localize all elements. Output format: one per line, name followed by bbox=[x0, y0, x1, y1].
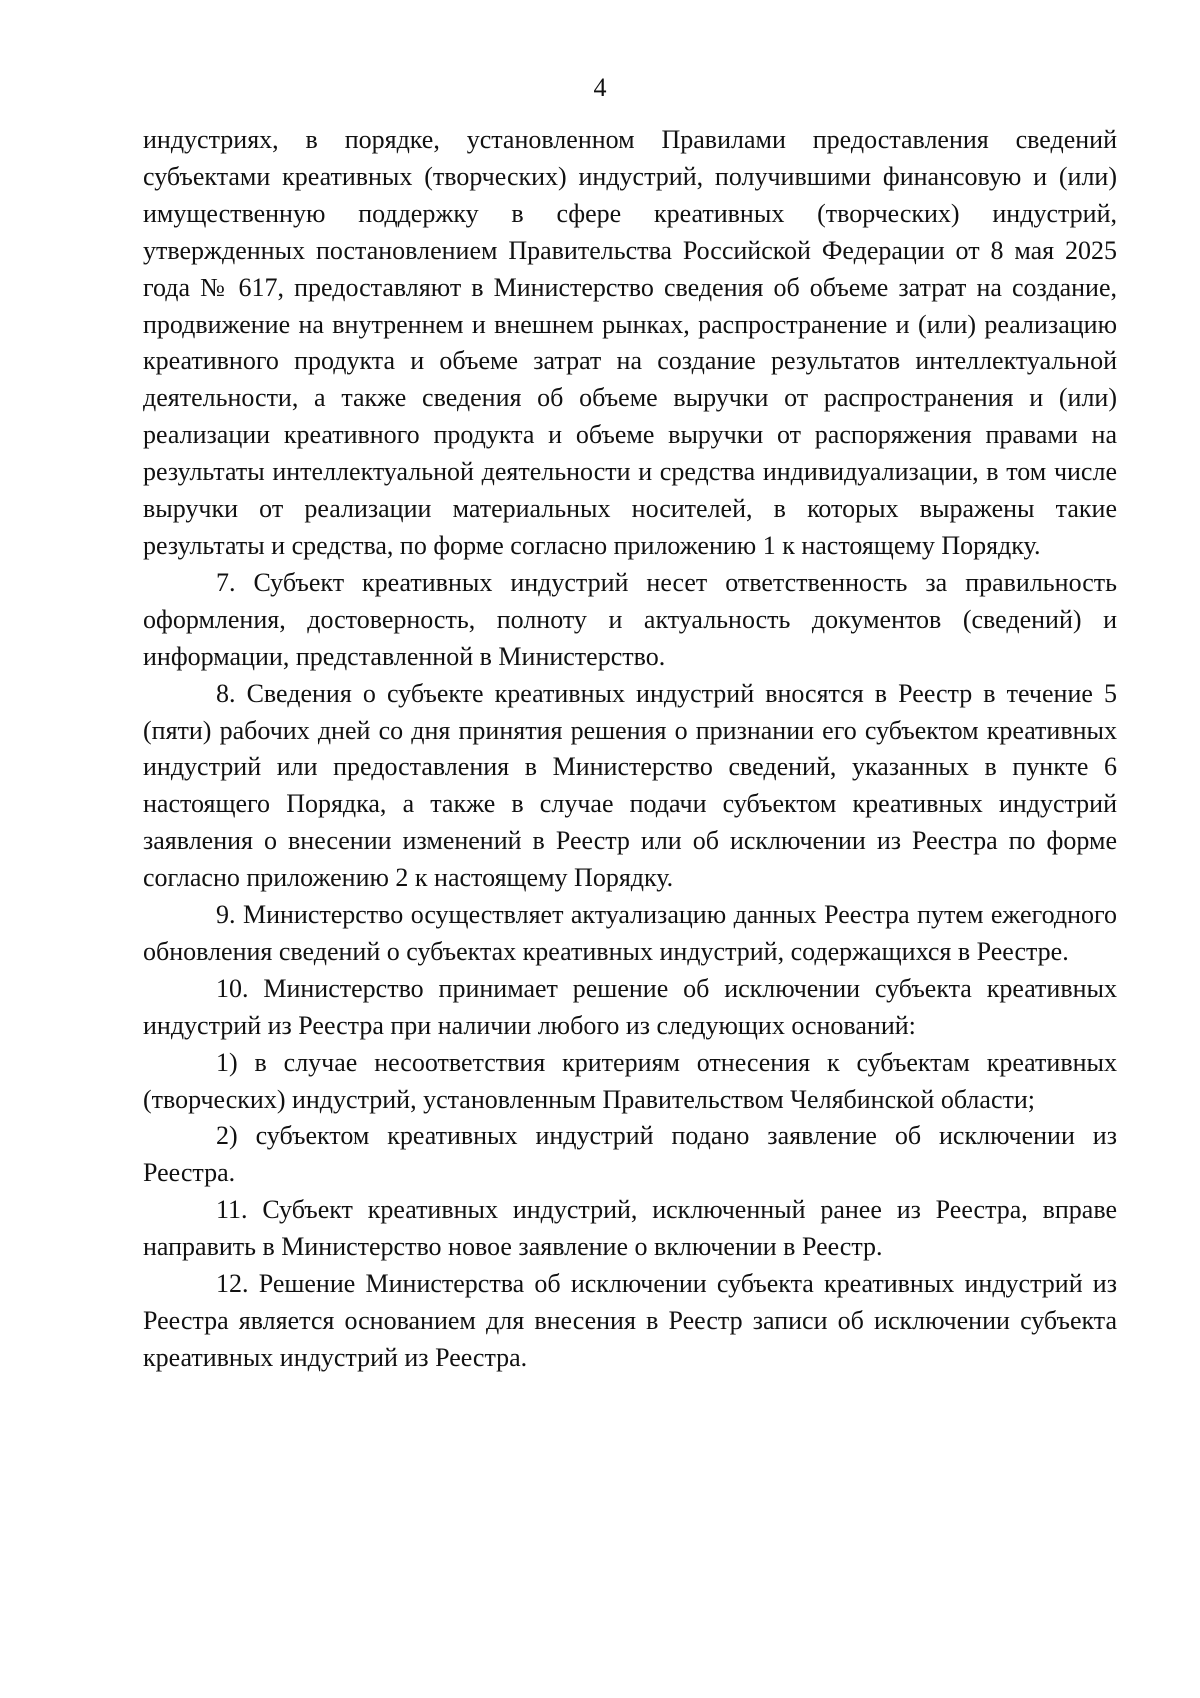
paragraph-item-10: 10. Министерство принимает решение об исключении субъекта креативных индустрий из Реестра при наличии любого из следующих оснований: bbox=[143, 973, 1117, 1040]
document-body bbox=[143, 122, 1117, 1377]
paragraph-subitem-1: 1) в случае несоответствия критериям отнесения к субъектам креативных (творческих) индустрий, установленным Правительством Челябинской области; bbox=[143, 1047, 1117, 1114]
page-number: 4 bbox=[593, 73, 607, 102]
paragraph-item-9: 9. Министерство осуществляет актуализацию данных Реестра путем ежегодного обновления сведений о субъектах креативных индустрий, содержащихся в Реестре. bbox=[143, 900, 1117, 966]
paragraph-item-8: 8. Сведения о субъекте креативных индустрий вносятся в Реестр в течение 5 (пяти) рабочих дней со дня принятия решения о признании его субъектом креативных индустрий или предоставления в Министерство сведений, указанных в пункте 6 настоящего Порядка, а также в случае подачи субъектом креативных индустрий заявления о внесении изменений в Реестр или об исключении из Реестра по форме согласно приложению 2 к настоящему Порядку. bbox=[143, 678, 1117, 893]
paragraph-item-7: 7. Субъект креативных индустрий несет ответственность за правильность оформления, достоверность, полноту и актуальность документов (сведений) и информации, представленной в Министерство. bbox=[143, 567, 1117, 671]
paragraph-subitem-2: 2) субъектом креативных индустрий подано заявление об исключении из Реестра. bbox=[143, 1121, 1117, 1188]
paragraph-item-11: 11. Субъект креативных индустрий, исключенный ранее из Реестра, вправе направить в Министерство новое заявление о включении в Реестр. bbox=[143, 1195, 1117, 1262]
paragraph-continuation: индустриях, в порядке, установленном Правилами предоставления сведений субъектами креативных (творческих) индустрий, получившими финансовую и (или) имущественную поддержку в сфере креативных (творческих) индустрий, утвержденных постановлением Правительства Российской Федерации от 8 мая 2025 года № 617, предоставляют в Министерство сведения об объеме затрат на создание, продвижение на внутреннем и внешнем рынках, распространение и (или) реализацию креативного продукта и объеме затрат на создание результатов интеллектуальной деятельности, а также сведения об объеме выручки от распространения и (или) реализации креативного продукта и объеме выручки от распоряжения правами на результаты интеллектуальной деятельности и средства индивидуализации, в том числе выручки от реализации материальных носителей, в которых выражены такие результаты и средства, по форме согласно приложению 1 к настоящему Порядку. bbox=[143, 125, 1117, 560]
paragraph-item-12: 12. Решение Министерства об исключении субъекта креативных индустрий из Реестра является основанием для внесения в Реестр записи об исключении субъекта креативных индустрий из Реестра. bbox=[143, 1269, 1117, 1372]
